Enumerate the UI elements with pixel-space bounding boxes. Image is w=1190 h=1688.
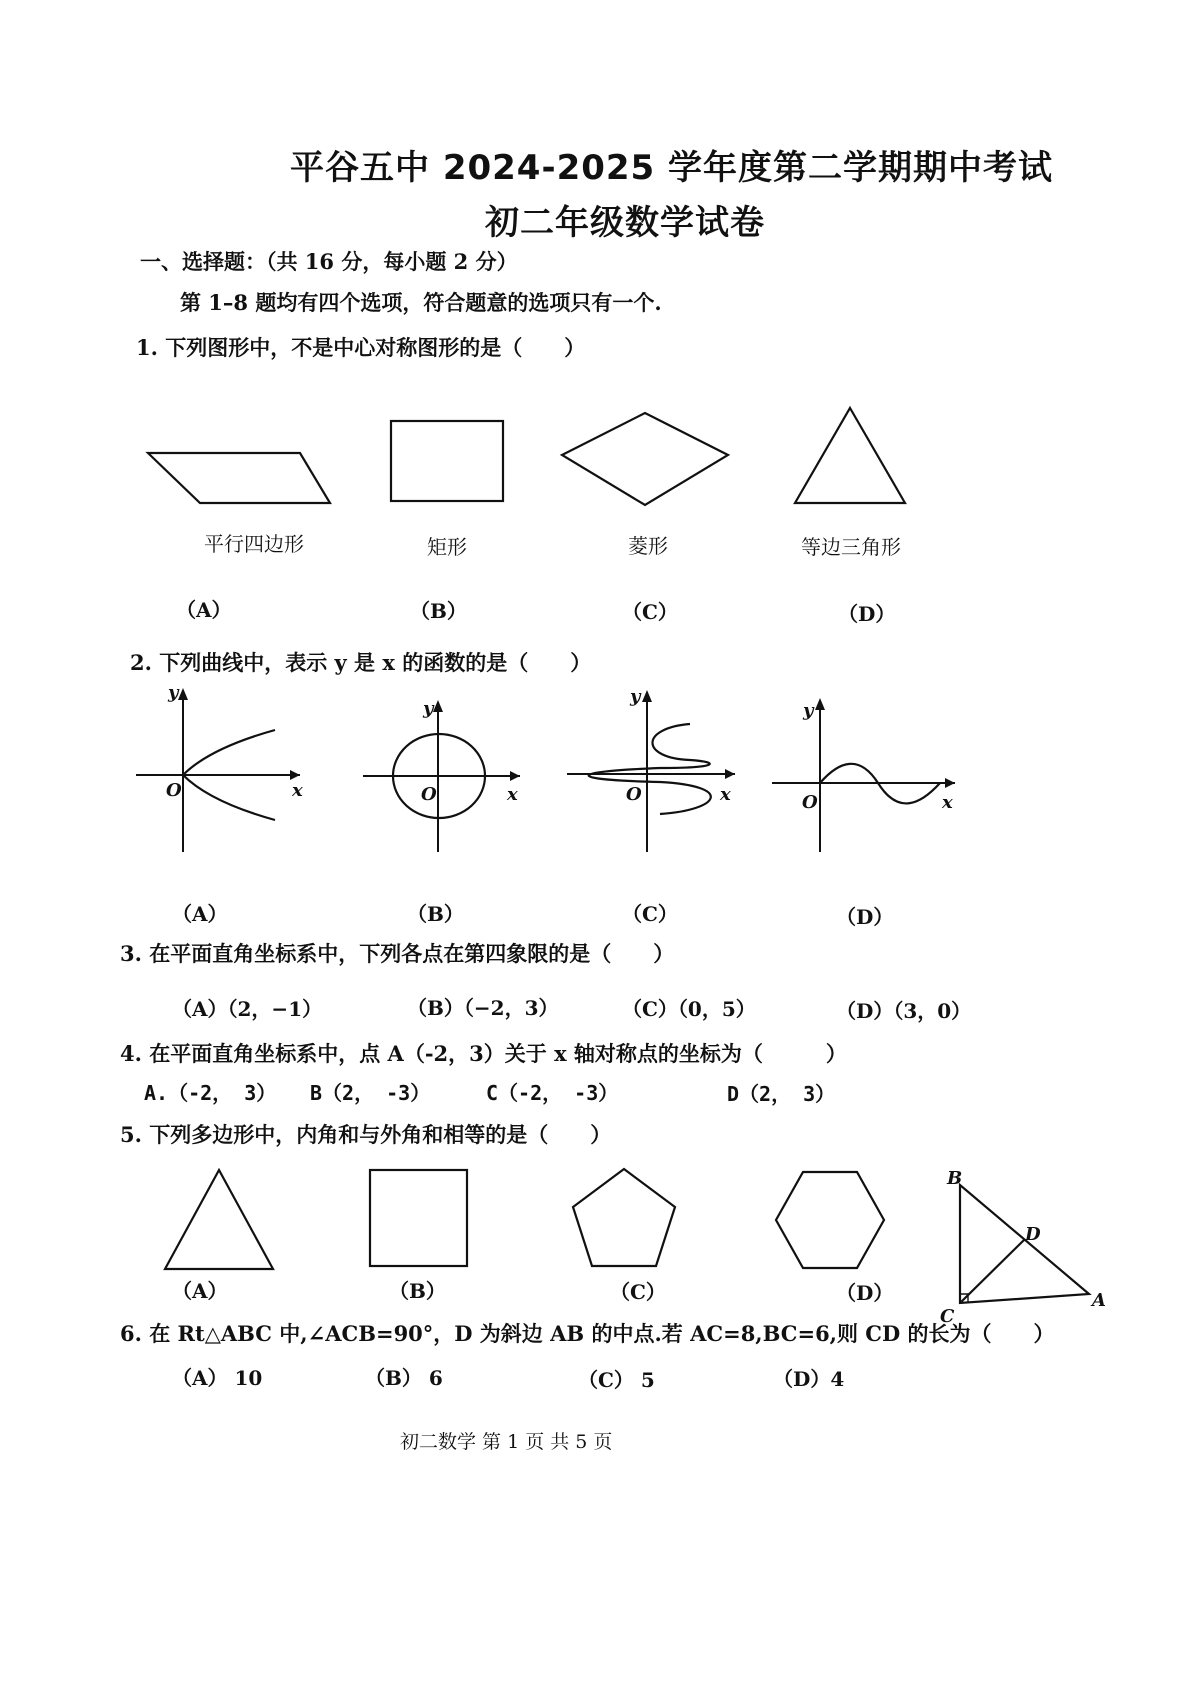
triangle-shape: [795, 408, 905, 503]
q4-option-c: C（-2， -3）: [486, 1081, 619, 1105]
q4-option-d: D（2， 3）: [727, 1082, 836, 1106]
q6-option-a: （A） 10: [172, 1366, 263, 1390]
q3-option-a: （A）（2，−1）: [172, 997, 323, 1021]
q1-caption-rectangle: 矩形: [427, 535, 467, 559]
q5-option-b: （B）: [389, 1279, 446, 1303]
triangle-polygon: [165, 1170, 273, 1269]
q2-option-b: （B）: [407, 902, 464, 926]
exam-subtitle: 初二年级数学试卷: [485, 203, 765, 243]
q1-caption-triangle: 等边三角形: [801, 535, 901, 559]
graph-c-y-label: y: [630, 686, 641, 707]
graph-c-x-label: x: [720, 784, 731, 805]
q5-option-a: （A）: [172, 1279, 228, 1303]
graph-d-x-label: x: [942, 792, 953, 813]
graph-a-x-label: x: [292, 780, 303, 801]
graph-c: [567, 686, 735, 852]
q6-option-b: （B） 6: [365, 1366, 443, 1390]
graph-a: [136, 682, 303, 852]
graph-b-origin: O: [421, 784, 437, 805]
question-1-stem: 1. 下列图形中，不是中心对称图形的是（ ）: [136, 335, 586, 360]
q5-option-c: （C）: [610, 1280, 666, 1304]
q2-option-c: （C）: [622, 902, 678, 926]
q1-option-c: （C）: [622, 600, 678, 624]
question-4-stem: 4. 在平面直角坐标系中，点 A（-2，3）关于 x 轴对称点的坐标为（ ）: [120, 1041, 847, 1066]
graph-b-y-label: y: [423, 698, 434, 719]
graph-d-y-label: y: [803, 700, 814, 721]
graph-b-x-label: x: [507, 784, 518, 805]
rhombus-shape: [562, 413, 728, 505]
graph-a-y-label: y: [168, 682, 179, 703]
q1-caption-parallelogram: 平行四边形: [204, 532, 304, 556]
q3-option-d: （D）（3，0）: [836, 999, 972, 1023]
section-instruction: 第 1–8 题均有四个选项，符合题意的选项只有一个.: [180, 290, 662, 315]
section-heading: 一、选择题：（共 16 分，每小题 2 分）: [140, 249, 518, 274]
question-5-stem: 5. 下列多边形中，内角和与外角和相等的是（ ）: [120, 1122, 612, 1147]
q1-option-a: （A）: [176, 598, 232, 622]
graph-d-origin: O: [802, 792, 818, 813]
parallelogram-shape: [148, 453, 330, 503]
graph-b: [363, 698, 520, 852]
question-6-stem: 6. 在 Rt△ABC 中,∠ACB=90°，D 为斜边 AB 的中点.若 AC=8,BC=6,则 CD 的长为（ ）: [120, 1321, 1055, 1346]
q4-option-a: A.（-2， 3）: [144, 1081, 277, 1105]
point-b-label: B: [947, 1168, 963, 1189]
q1-option-b: （B）: [410, 599, 467, 623]
q2-option-d: （D）: [836, 905, 894, 929]
q6-option-c: （C） 5: [578, 1368, 655, 1392]
point-a-label: A: [1092, 1290, 1106, 1311]
point-c-label: C: [940, 1306, 955, 1327]
question-3-stem: 3. 在平面直角坐标系中，下列各点在第四象限的是（ ）: [120, 941, 675, 966]
question-2-stem: 2. 下列曲线中，表示 y 是 x 的函数的是（ ）: [130, 650, 592, 675]
q2-option-a: （A）: [172, 902, 228, 926]
q1-option-d: （D）: [838, 602, 896, 626]
q1-figures: [0, 395, 1190, 535]
page-footer: 初二数学 第 1 页 共 5 页: [400, 1431, 613, 1453]
q3-option-c: （C）（0，5）: [622, 997, 756, 1021]
q6-option-d: （D）4: [773, 1367, 845, 1391]
point-d-label: D: [1025, 1224, 1041, 1245]
q4-option-b: B（2， -3）: [310, 1081, 431, 1105]
exam-title: 平谷五中 2024-2025 学年度第二学期期中考试: [290, 148, 1054, 188]
pentagon-polygon: [573, 1169, 675, 1266]
graph-a-origin: O: [166, 780, 182, 801]
q6-triangle-figure: [935, 1160, 1115, 1330]
rectangle-shape: [391, 421, 503, 501]
q5-option-d: （D）: [836, 1281, 894, 1305]
q1-caption-rhombus: 菱形: [628, 534, 668, 558]
q2-graphs: [0, 680, 1190, 880]
hexagon-polygon: [776, 1172, 884, 1268]
square-polygon: [370, 1170, 467, 1266]
graph-c-origin: O: [626, 784, 642, 805]
graph-d: [772, 698, 955, 852]
q3-option-b: （B）（−2，3）: [407, 996, 559, 1020]
